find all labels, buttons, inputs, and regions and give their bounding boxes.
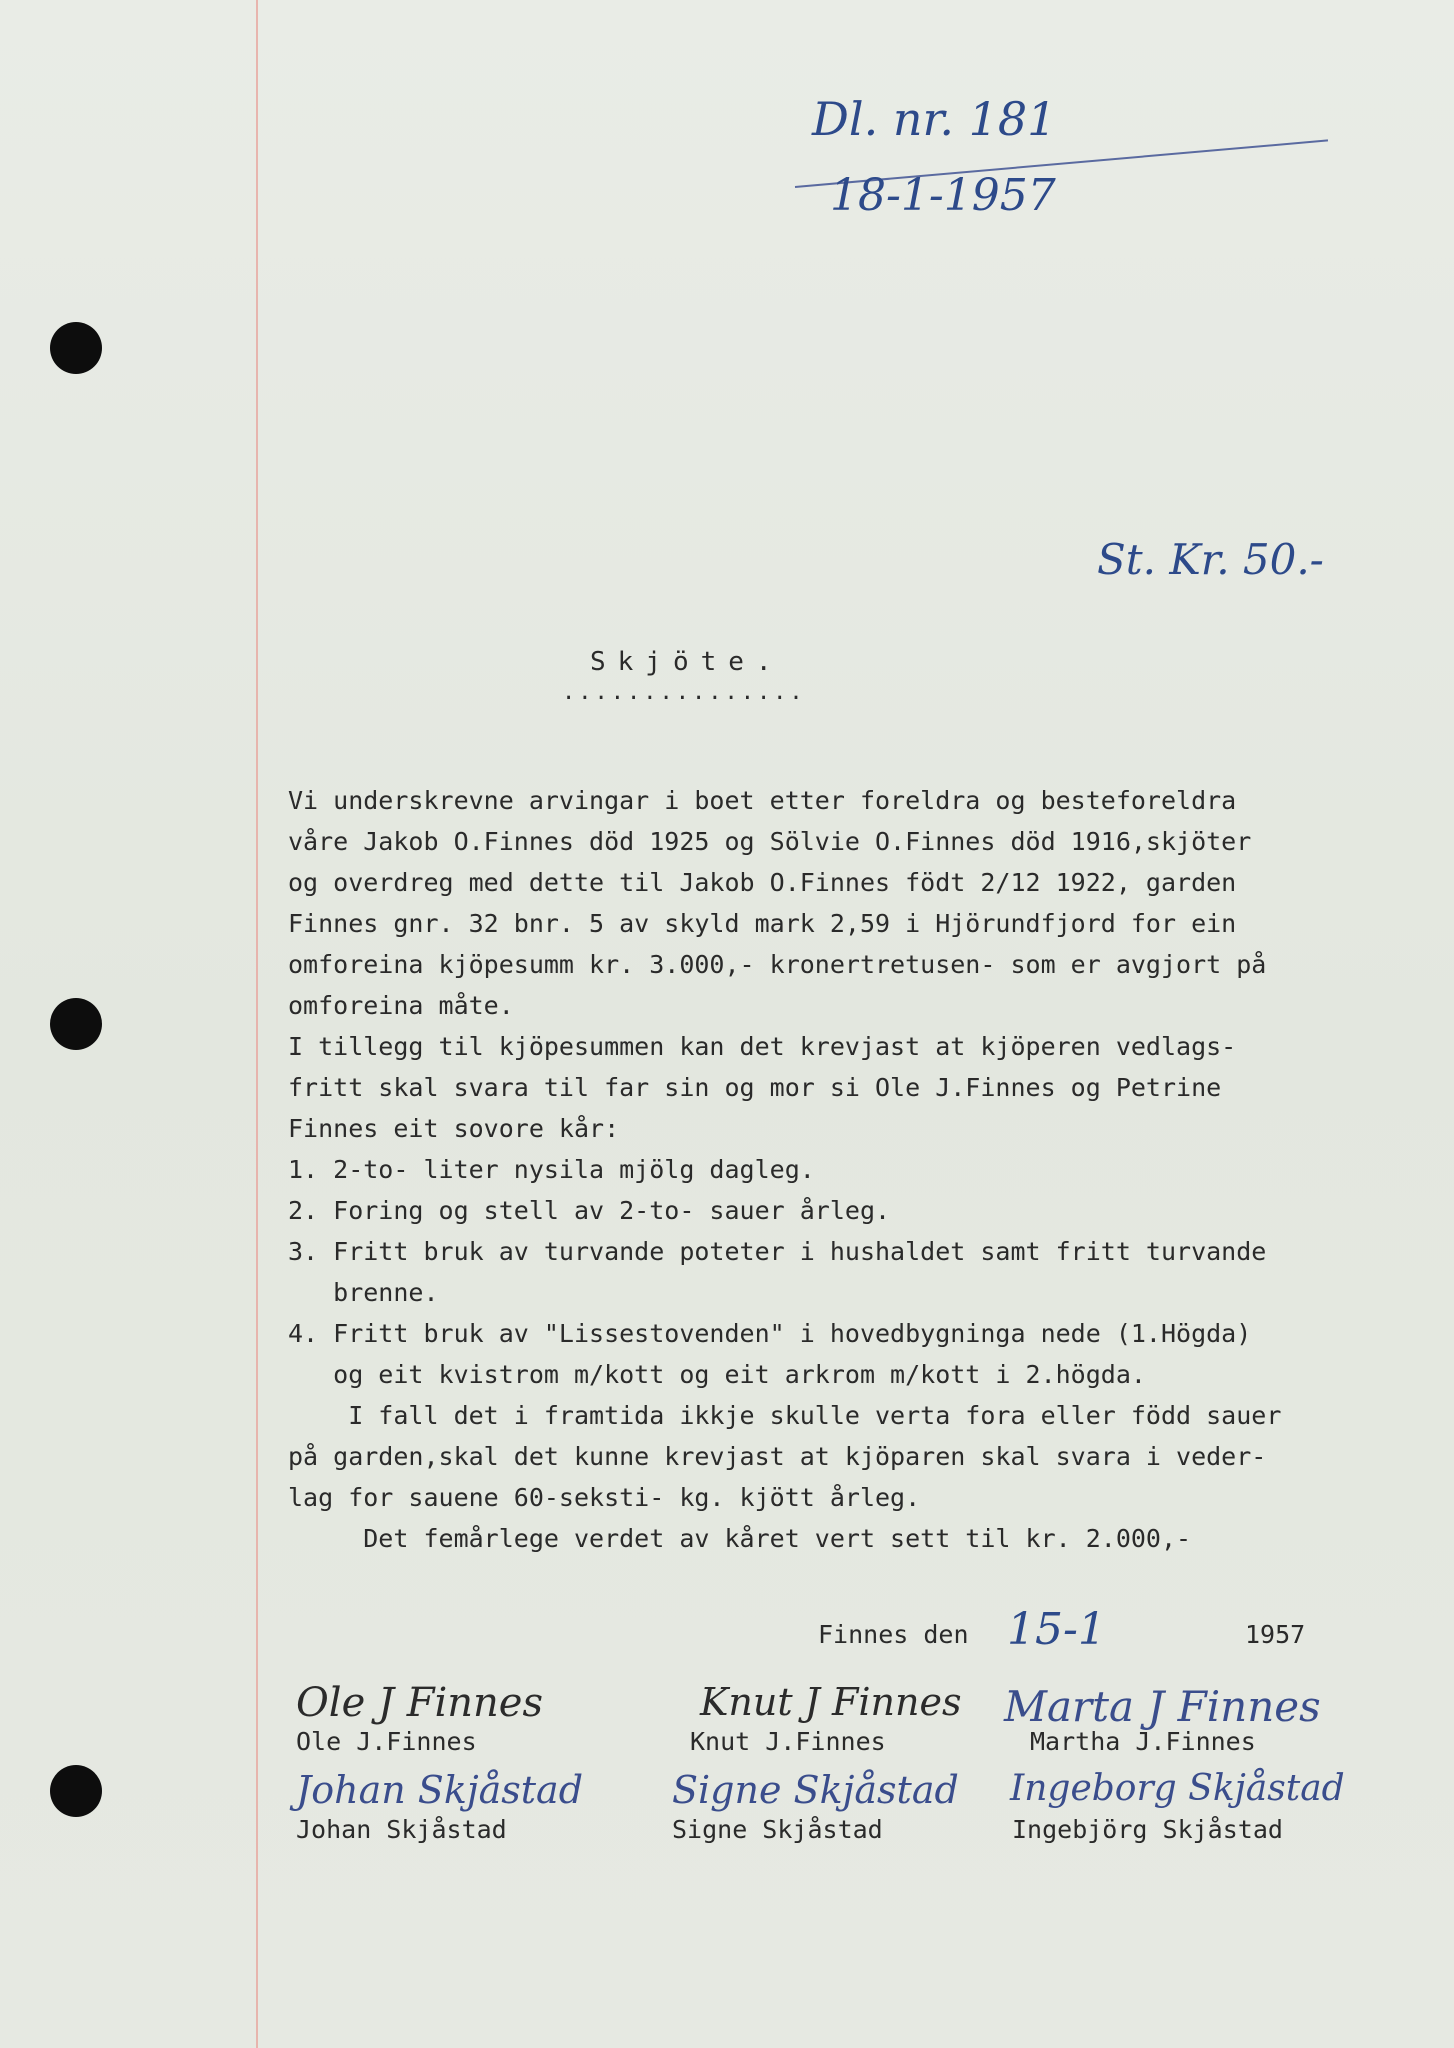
body-line: I tillegg til kjöpesummen kan det krevjast at kjöperen vedlags- xyxy=(288,1032,1237,1061)
case-reference: Dl. nr. 181 xyxy=(812,92,1057,146)
typed-name-martha: Martha J.Finnes xyxy=(1030,1727,1256,1756)
body-line: 3. Fritt bruk av turvande poteter i hushaldet samt fritt turvande xyxy=(288,1237,1267,1266)
document-title: Skjöte. xyxy=(590,647,784,677)
body-line: omforeina kjöpesumm kr. 3.000,- kronertretusen- som er avgjort på xyxy=(288,950,1267,979)
body-line: brenne. xyxy=(288,1278,439,1307)
signing-year: 1957 xyxy=(1245,1620,1306,1649)
typed-name-knut: Knut J.Finnes xyxy=(690,1727,886,1756)
body-line: på garden,skal det kunne krevjast at kjöparen skal svara i veder- xyxy=(288,1442,1267,1471)
body-line: Finnes eit sovore kår: xyxy=(288,1114,620,1143)
body-line: Vi underskrevne arvingar i boet etter foreldra og besteforeldra xyxy=(288,786,1237,815)
body-line: og eit kvistrom m/kott og eit arkrom m/kott i 2.högda. xyxy=(288,1360,1146,1389)
body-line: 1. 2-to- liter nysila mjölg dagleg. xyxy=(288,1155,815,1184)
body-line: I fall det i framtida ikkje skulle verta fora eller född sauer xyxy=(288,1401,1282,1430)
body-line: 4. Fritt bruk av "Lissestovenden" i hovedbygninga nede (1.Högda) xyxy=(288,1319,1252,1348)
fee-note: St. Kr. 50.- xyxy=(1097,535,1324,584)
body-line: Finnes gnr. 32 bnr. 5 av skyld mark 2,59 i Hjörundfjord for ein xyxy=(288,909,1237,938)
signature-signe: Signe Skjåstad xyxy=(672,1768,959,1812)
place-label: Finnes den xyxy=(818,1620,969,1649)
body-line: lag for sauene 60-seksti- kg. kjött årleg. xyxy=(288,1483,921,1512)
typed-name-johan: Johan Skjåstad xyxy=(296,1815,507,1844)
body-line: våre Jakob O.Finnes död 1925 og Sölvie O.Finnes död 1916,skjöter xyxy=(288,827,1252,856)
punch-hole xyxy=(50,322,102,374)
typed-name-ingebjorg: Ingebjörg Skjåstad xyxy=(1012,1815,1283,1844)
body-line: fritt skal svara til far sin og mor si Ole J.Finnes og Petrine xyxy=(288,1073,1222,1102)
body-line: omforeina måte. xyxy=(288,991,514,1020)
signature-johan: Johan Skjåstad xyxy=(296,1768,584,1812)
signature-marta: Marta J Finnes xyxy=(1004,1682,1321,1731)
typed-name-signe: Signe Skjåstad xyxy=(672,1815,883,1844)
signature-knut: Knut J Finnes xyxy=(700,1680,962,1724)
body-line: 2. Foring og stell av 2-to- sauer årleg. xyxy=(288,1196,891,1225)
document-body xyxy=(288,780,1428,1559)
margin-rule xyxy=(256,0,258,2048)
signing-date: 15-1 xyxy=(1007,1604,1106,1655)
punch-hole xyxy=(50,998,102,1050)
header-date: 18-1-1957 xyxy=(830,170,1056,221)
typed-name-ole: Ole J.Finnes xyxy=(296,1727,477,1756)
punch-hole xyxy=(50,1765,102,1817)
signature-ingeborg: Ingeborg Skjåstad xyxy=(1010,1768,1345,1809)
body-line: og overdreg med dette til Jakob O.Finnes födt 2/12 1922, garden xyxy=(288,868,1237,897)
body-line: Det femårlege verdet av kåret vert sett til kr. 2.000,- xyxy=(288,1524,1192,1553)
signature-ole: Ole J Finnes xyxy=(296,1680,543,1726)
title-underline: ............... xyxy=(562,680,806,705)
